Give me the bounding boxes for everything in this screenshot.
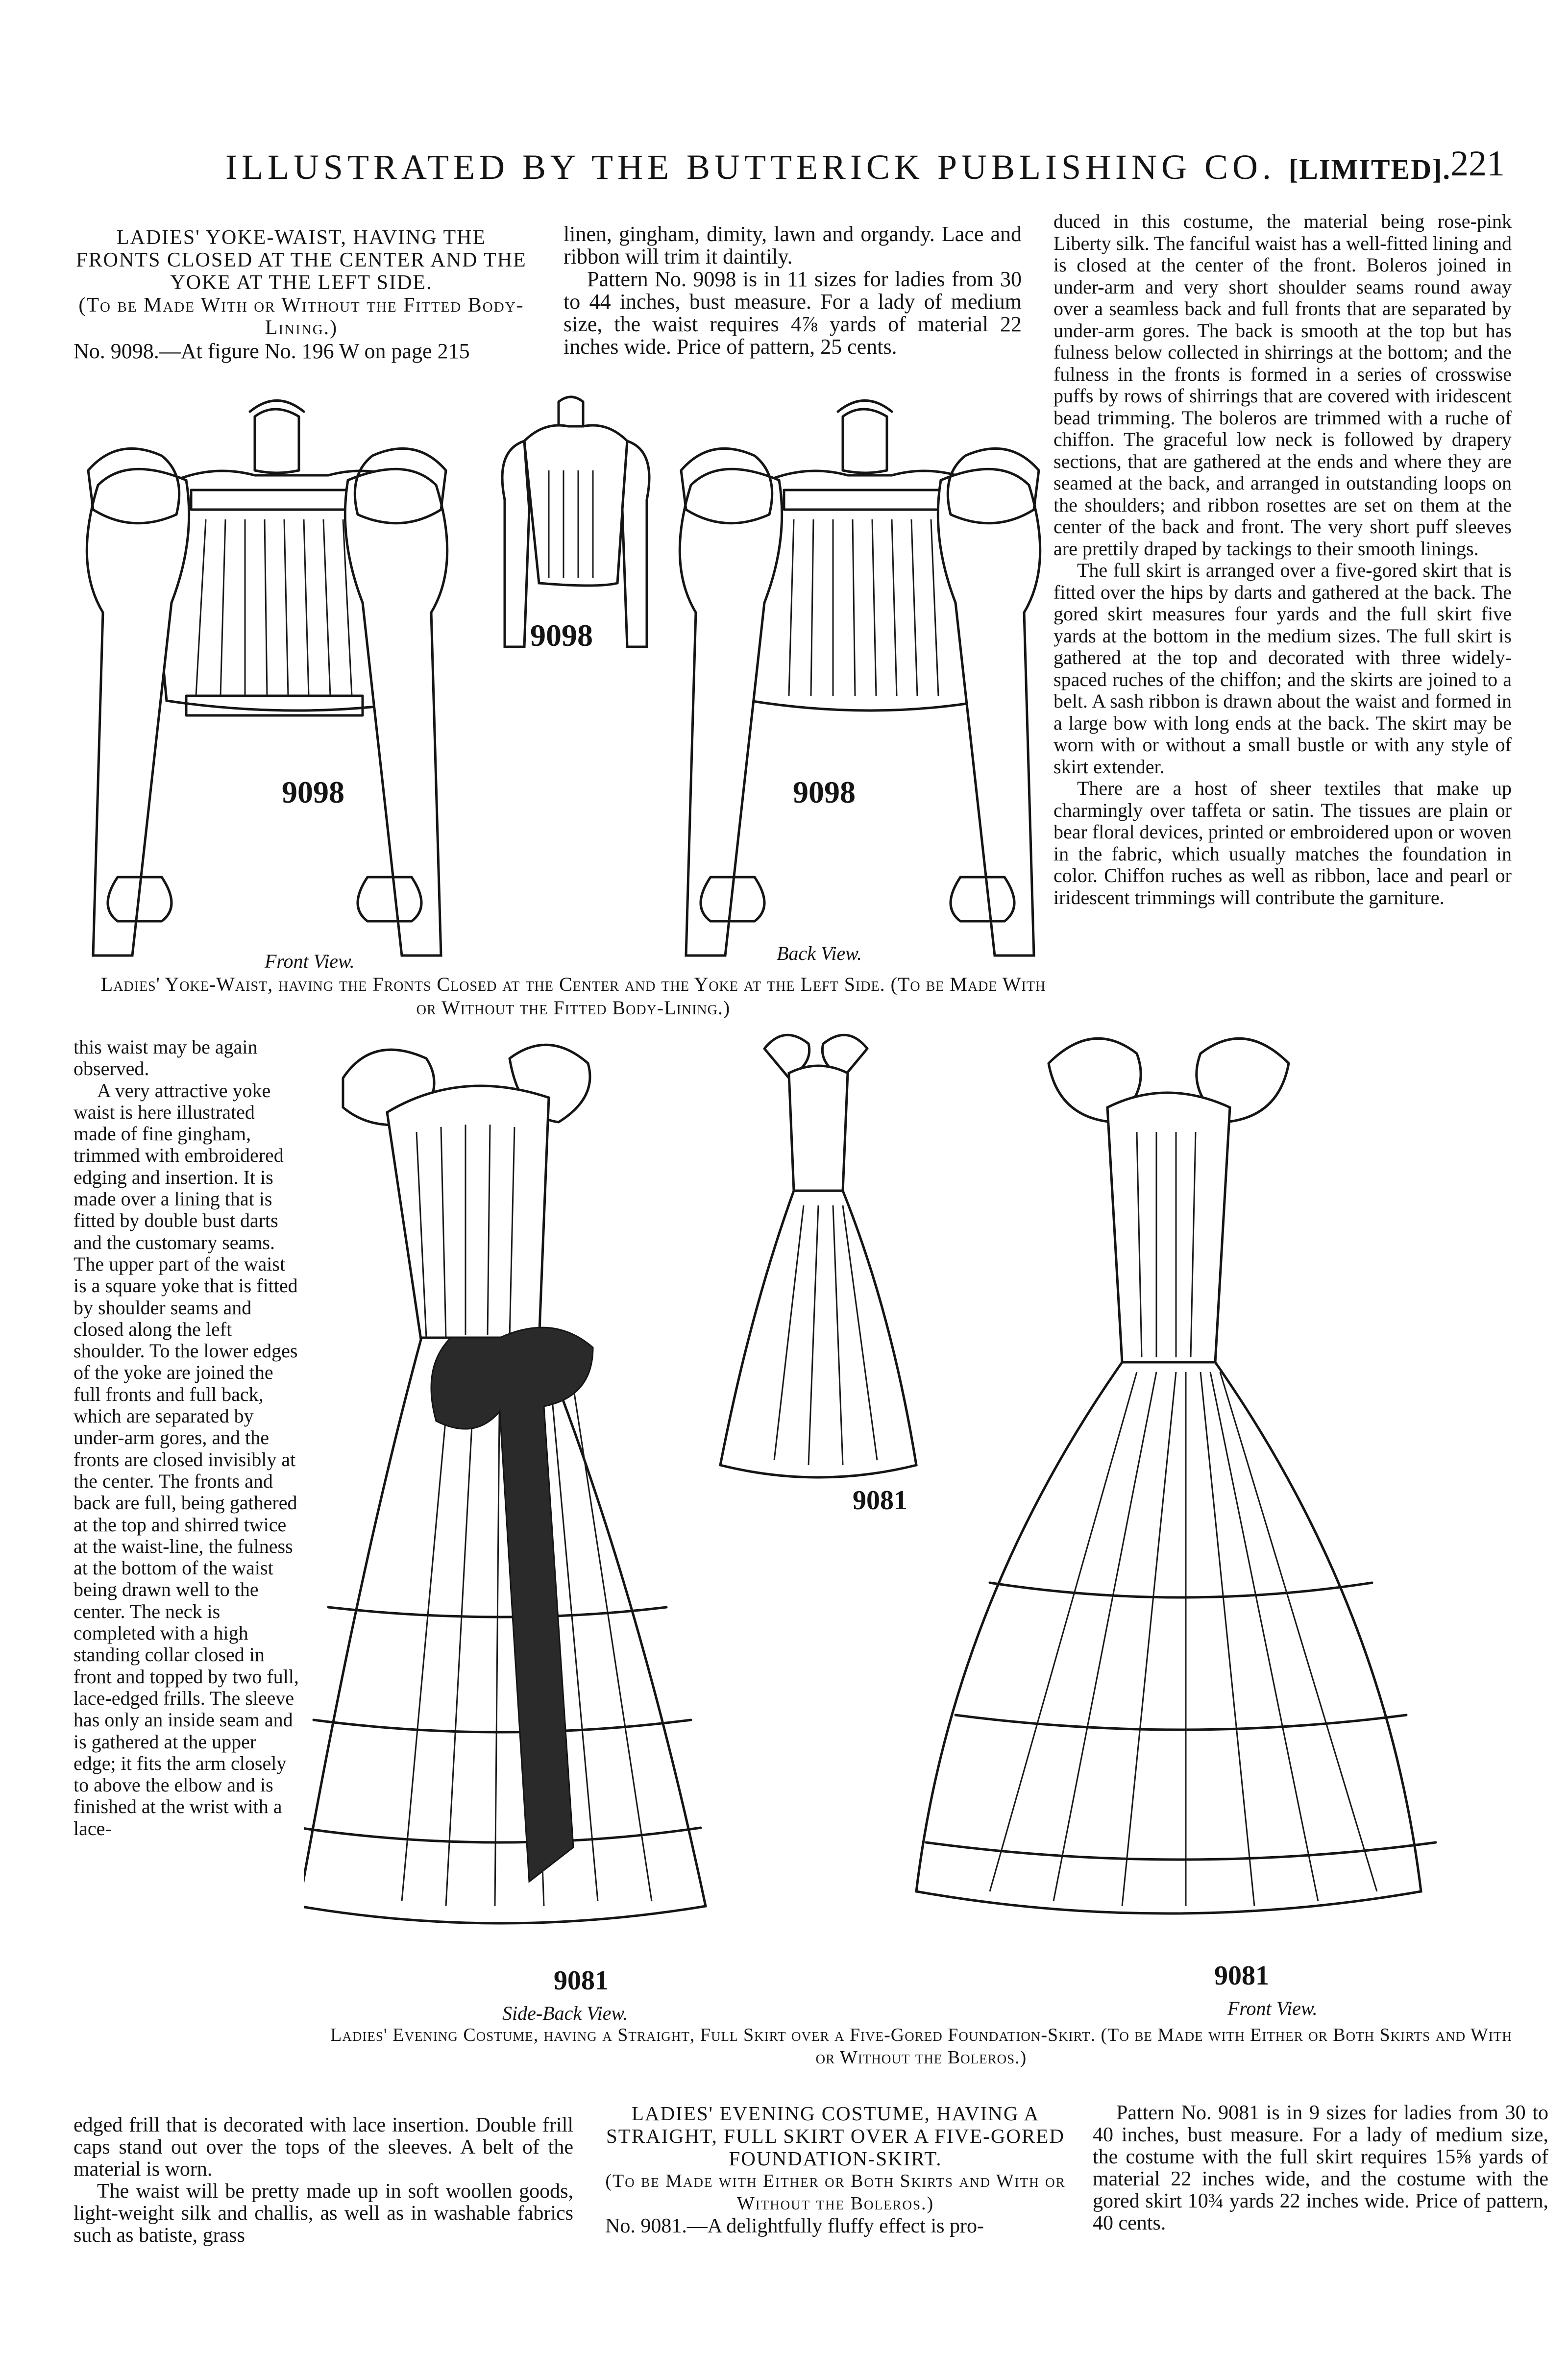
header-title: ILLUSTRATED BY THE BUTTERICK PUBLISHING CO. (225, 147, 1275, 187)
waist-cont-para3: edged frill that is decorated with lace insertion. Double frill caps stand out over the tops of the sleeves. A belt of the material is worn. (74, 2114, 573, 2181)
waist-caption: Ladies' Yoke-Waist, having the Fronts Closed at the Center and the Yoke at the Left Side. (To be Made With or Without the Fitted Body-Lining.) (100, 973, 1046, 1019)
costume-article-intro: No. 9081.—A delightfully fluffy effect is pro- (605, 2215, 984, 2237)
waist-cont-para4: The waist will be pretty made up in soft woollen goods, light-weight silk and challis, as well as in washable fabrics such as batiste, grass (74, 2180, 573, 2247)
costume-small-number: 9081 (853, 1485, 907, 1516)
running-header (225, 147, 1451, 188)
costume-front-view-label: Front View. (1227, 1997, 1318, 2019)
waist-cont-para2: A very attractive yoke waist is here illustrated made of fine gingham, trimmed with embroidered edging and insertion. It is made over a lining that is fitted by double bust darts and the customary seams. The upper part of the waist is a square yoke that is fitted by shoulder seams and closed along the left shoulder. To the lower edges of the yoke are joined the full fronts and full back, which are separated by under-arm gores, and the fronts are closed invisibly at the center. The fronts and back are full, being gathered at the top and shirred twice at the waist-line, the fulness at the bottom of the waist being drawn well to the center. The neck is completed with a high standing collar closed in front and topped by two full, lace-edged frills. The sleeve has only an inside seam and is gathered at the upper edge; it fits the arm closely to above the elbow and is finished at the wrist with a lace- (74, 1079, 299, 1839)
waist-article-subtitle: (To be Made With or Without the Fitted Body-Lining.) (78, 294, 524, 339)
waist-front-view-label: Front View. (265, 950, 355, 972)
costume-title-block (605, 2102, 1066, 2237)
waist-back-number: 9098 (793, 775, 856, 809)
costume-col3-para3: There are a host of sheer textiles that make up charmingly over taffeta or satin. The tissues are plain or bear floral devices, printed or embroidered upon or woven in the fabric, which usually matches the foundation in color. Chiffon ruches as well as ribbon, lace and pearl or iridescent trimmings will contribute the garniture. (1054, 777, 1512, 908)
waist-col2-para1: linen, gingham, dimity, lawn and organdy. Lace and ribbon will trim it daintily. (564, 222, 1022, 269)
waist-front-number: 9098 (282, 775, 344, 809)
waist-cont-para1: this waist may be again observed. (74, 1036, 258, 1080)
costume-article-subtitle: (To be Made with Either or Both Skirts and With or Without the Boleros.) (605, 2171, 1066, 2214)
waist-small-number: 9098 (530, 618, 593, 653)
waist-back-view-label: Back View. (777, 942, 862, 964)
costume-illustrations (304, 1019, 1514, 1985)
costume-pattern-para: Pattern No. 9081 is in 9 sizes for ladies from 30 to 40 inches, bust measure. For a lady of medium size, the costume with the full skirt requires 15⅝ yards of material 22 inches wide, and the costume with the gored skirt 10¾ yards 22 inches wide. Price of pattern, 40 cents. (1093, 2102, 1548, 2234)
page-number: 221 (1450, 144, 1505, 184)
waist-article-title: LADIES' YOKE-WAIST, HAVING THE FRONTS CLOSED AT THE CENTER AND THE YOKE AT THE LEFT SIDE. (76, 226, 527, 294)
costume-back-view-label: Side-Back View. (502, 2002, 628, 2024)
costume-caption: Ladies' Evening Costume, having a Straight, Full Skirt over a Five-Gored Foundation-Skirt. (To be Made with Either or Both Skirts and With or Without the Boleros.) (330, 2025, 1512, 2068)
costume-front-number: 9081 (1214, 1961, 1269, 1991)
costume-col3-para1: duced in this costume, the material being rose-pink Liberty silk. The fanciful waist has a well-fitted lining and is closed at the center of the front. Boleros joined in under-arm and very short shoulder seams round away over a seamless back and full fronts that are separated by under-arm gores. The back is smooth at the top but has fulness below collected in shirrings at the bottom; and the fulness in the fronts is formed in a series of crosswise puffs by rows of shirrings that are covered with iridescent bead trimming. The boleros are trimmed with a ruche of chiffon. The graceful low neck is followed by drapery sections, that are gathered at the ends and where they are seamed at the back, and arranged in outstanding loops on the shoulders; and ribbon rosettes are set on them at the center of the back and front. The very short puff sleeves are prettily draped by tackings to their smooth linings. (1054, 210, 1512, 560)
waist-illustrations (69, 372, 1054, 975)
costume-back-number: 9081 (554, 1965, 609, 1996)
waist-article-intro: No. 9098.—At figure No. 196 W on page 215 (74, 339, 470, 363)
waist-back-figure (680, 401, 1040, 956)
costume-back-figure (304, 1045, 706, 1923)
costume-small-figure (720, 1035, 916, 1477)
costume-article-col3 (1054, 211, 1512, 908)
costume-col3-para2: The full skirt is arranged over a five-gored skirt that is fitted over the hips by darts and gathered at the back. The gored skirt measures four yards and the full skirt five yards at the bottom in the medium sizes. The full skirt is gathered at the top and decorated with three widely-spaced ruches of the chiffon; and the skirts are joined to a belt. A sash ribbon is drawn about the waist and formed in a large bow with long ends at the back. The skirt may be worn with or without a small bustle or with any style of skirt extender. (1054, 559, 1512, 778)
waist-article-continuation (74, 1036, 301, 1839)
costume-pattern-block (1093, 2102, 1548, 2234)
header-limited: [LIMITED]. (1288, 153, 1451, 185)
waist-title-block (74, 226, 529, 363)
waist-article-bottom (74, 2114, 573, 2247)
waist-article-col2 (564, 223, 1022, 358)
waist-col2-para2: Pattern No. 9098 is in 11 sizes for ladies from 30 to 44 inches, bust measure. For a lady of medium size, the waist requires 4⅞ yards of material 22 inches wide. Price of pattern, 25 cents. (564, 267, 1022, 359)
waist-front-figure (87, 401, 447, 956)
costume-front-figure (916, 1038, 1436, 1913)
costume-article-title: LADIES' EVENING COSTUME, HAVING A STRAIGHT, FULL SKIRT OVER A FIVE-GORED FOUNDATION-SKIRT. (606, 2102, 1065, 2170)
waist-small-figure (502, 397, 649, 647)
